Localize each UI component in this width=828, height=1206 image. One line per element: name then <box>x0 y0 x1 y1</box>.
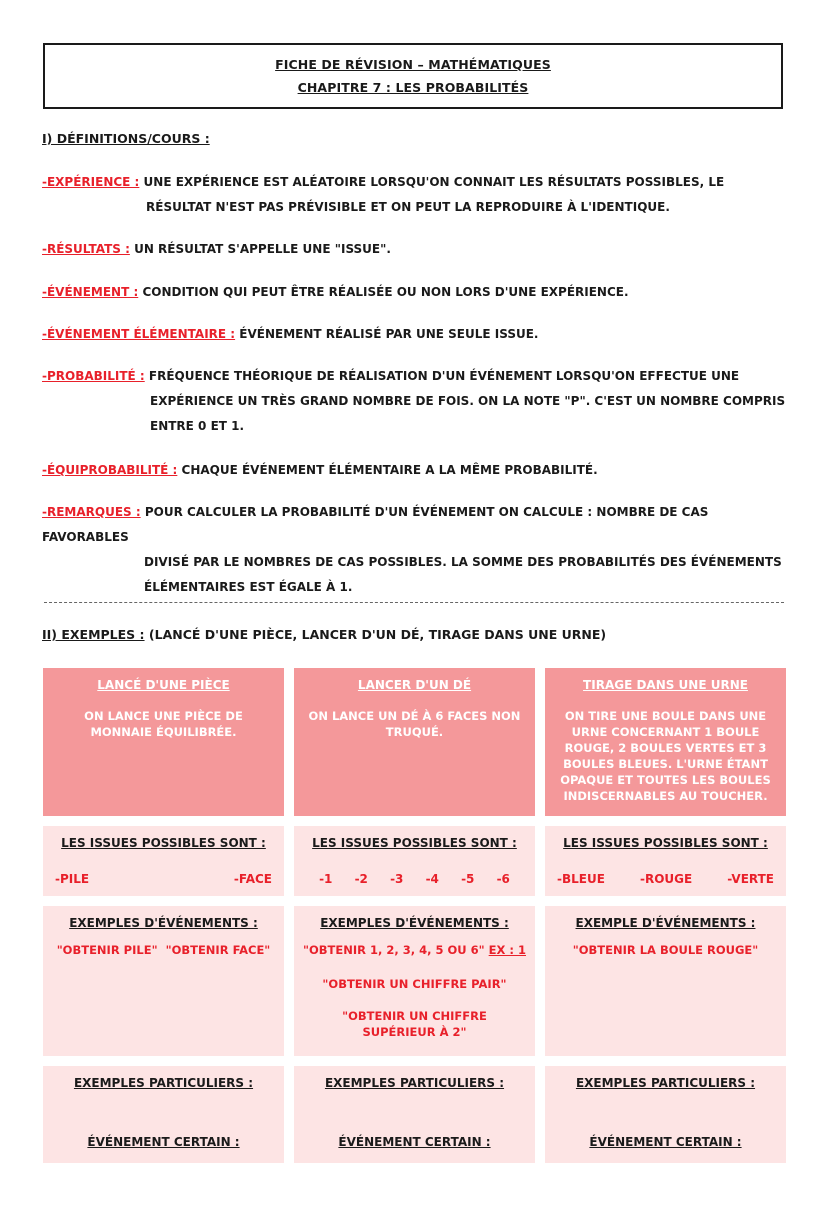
definition-text: CONDITION QUI PEUT ÊTRE RÉALISÉE OU NON LORS D'UNE EXPÉRIENCE. <box>142 285 629 299</box>
definition-term: -ÉQUIPROBABILITÉ : <box>42 463 178 477</box>
column-title: TIRAGE DANS UNE URNE <box>583 678 748 692</box>
title-box <box>43 43 783 109</box>
issues-urne <box>545 826 786 896</box>
issue-item: -4 <box>425 872 439 886</box>
definition-remarques <box>42 500 792 600</box>
special-title: EXEMPLES PARTICULIERS : <box>73 1076 254 1090</box>
issue-item: -2 <box>354 872 368 886</box>
column-head-urne <box>545 668 786 816</box>
issues-title: LES ISSUES POSSIBLES SONT : <box>312 836 517 850</box>
special-title: EXEMPLES PARTICULIERS : <box>324 1076 505 1090</box>
definition-text-cont: ENTRE 0 ET 1. <box>150 419 245 433</box>
definition-text-cont: EXPÉRIENCE UN TRÈS GRAND NOMBRE DE FOIS. ON LA NOTE "P". C'EST UN NOMBRE COMPRIS <box>150 394 786 408</box>
definition-text: UNE EXPÉRIENCE EST ALÉATOIRE LORSQU'ON CONNAIT LES RÉSULTATS POSSIBLES, LE <box>143 175 725 189</box>
definition-evenement-elementaire <box>42 322 792 347</box>
issue-item: -PILE <box>55 872 90 886</box>
section-1-title: I) DÉFINITIONS/COURS : <box>42 131 210 146</box>
definition-text-cont: DIVISÉ PAR LE NOMBRES DE CAS POSSIBLES. LA SOMME DES PROBABILITÉS DES ÉVÉNEMENTS <box>144 555 782 569</box>
definition-text: CHAQUE ÉVÉNEMENT ÉLÉMENTAIRE A LA MÊME PROBABILITÉ. <box>181 463 598 477</box>
issue-item: -ROUGE <box>640 872 693 886</box>
definition-text-cont: ÉLÉMENTAIRES EST ÉGALE À 1. <box>144 580 353 594</box>
events-piece <box>43 906 284 1056</box>
issues-title: LES ISSUES POSSIBLES SONT : <box>61 836 266 850</box>
definition-resultats <box>42 237 792 262</box>
definition-term: -RÉSULTATS : <box>42 242 130 256</box>
issue-item: -3 <box>390 872 404 886</box>
issue-item: -6 <box>496 872 510 886</box>
events-title: EXEMPLE D'ÉVÉNEMENTS : <box>575 916 756 930</box>
events-de <box>294 906 535 1056</box>
column-description: ON LANCE UN DÉ À 6 FACES NON TRUQUÉ. <box>308 709 521 739</box>
issue-item: -BLEUE <box>557 872 605 886</box>
definition-term: -EXPÉRIENCE : <box>42 175 140 189</box>
special-piece <box>43 1066 284 1163</box>
issue-item: -VERTE <box>727 872 774 886</box>
section-2-title <box>42 627 606 642</box>
section-2-label: II) EXEMPLES : <box>42 627 145 642</box>
events-urne <box>545 906 786 1056</box>
issues-de <box>294 826 535 896</box>
special-urne <box>545 1066 786 1163</box>
definition-term: -ÉVÉNEMENT ÉLÉMENTAIRE : <box>42 327 236 341</box>
event-example: "OBTENIR PILE" "OBTENIR FACE" <box>56 943 271 957</box>
special-de <box>294 1066 535 1163</box>
event-example: "OBTENIR LA BOULE ROUGE" <box>572 943 759 957</box>
event-example: "OBTENIR UN CHIFFRE SUPÉRIEUR À 2" <box>342 1009 487 1039</box>
issues-list <box>294 872 535 886</box>
events-title: EXEMPLES D'ÉVÉNEMENTS : <box>69 916 258 930</box>
definition-probabilite <box>42 364 792 439</box>
events-title: EXEMPLES D'ÉVÉNEMENTS : <box>320 916 509 930</box>
chapter-title: CHAPITRE 7 : LES PROBABILITÉS <box>297 80 529 95</box>
column-head-piece <box>43 668 284 816</box>
definition-text-cont: RÉSULTAT N'EST PAS PRÉVISIBLE ET ON PEUT LA REPRODUIRE À L'IDENTIQUE. <box>146 200 670 214</box>
definition-equiprobabilite <box>42 458 792 483</box>
column-description: ON LANCE UNE PIÈCE DE MONNAIE ÉQUILIBRÉE. <box>84 709 243 739</box>
definition-term: -PROBABILITÉ : <box>42 369 145 383</box>
certain-event-label: ÉVÉNEMENT CERTAIN : <box>589 1135 742 1149</box>
dashed-separator <box>44 602 784 603</box>
definition-term: -REMARQUES : <box>42 505 141 519</box>
column-head-de <box>294 668 535 816</box>
definition-evenement <box>42 280 792 305</box>
definition-text: POUR CALCULER LA PROBABILITÉ D'UN ÉVÉNEMENT ON CALCULE : NOMBRE DE CAS FAVORABLES <box>42 505 709 544</box>
issue-item: -1 <box>319 872 333 886</box>
section-2-subtitle: (LANCÉ D'UNE PIÈCE, LANCER D'UN DÉ, TIRAGE DANS UNE URNE) <box>148 627 607 642</box>
definition-text: FRÉQUENCE THÉORIQUE DE RÉALISATION D'UN ÉVÉNEMENT LORSQU'ON EFFECTUE UNE <box>148 369 740 383</box>
definition-text: UN RÉSULTAT S'APPELLE UNE "ISSUE". <box>134 242 391 256</box>
event-example: "OBTENIR UN CHIFFRE PAIR" <box>322 977 507 991</box>
issues-title: LES ISSUES POSSIBLES SONT : <box>563 836 768 850</box>
issues-list <box>545 872 786 886</box>
issues-list <box>43 872 284 886</box>
certain-event-label: ÉVÉNEMENT CERTAIN : <box>338 1135 491 1149</box>
issue-item: -5 <box>461 872 475 886</box>
column-title: LANCÉ D'UNE PIÈCE <box>97 678 230 692</box>
definition-experience <box>42 170 792 220</box>
definition-term: -ÉVÉNEMENT : <box>42 285 139 299</box>
issues-piece <box>43 826 284 896</box>
sheet-title: FICHE DE RÉVISION – MATHÉMATIQUES <box>275 57 551 72</box>
event-example <box>294 942 535 958</box>
column-title: LANCER D'UN DÉ <box>357 678 472 692</box>
column-description: ON TIRE UNE BOULE DANS UNE URNE CONCERNANT 1 BOULE ROUGE, 2 BOULES VERTES ET 3 BOULES BLEUES. L'URNE ÉTANT OPAQUE ET TOUTES LES BOULES INDISCERNABLES AU TOUCHER. <box>560 709 771 803</box>
event-ex-label: EX : 1 <box>488 943 526 957</box>
certain-event-label: ÉVÉNEMENT CERTAIN : <box>87 1135 240 1149</box>
special-title: EXEMPLES PARTICULIERS : <box>575 1076 756 1090</box>
issue-item: -FACE <box>233 872 272 886</box>
definition-text: ÉVÉNEMENT RÉALISÉ PAR UNE SEULE ISSUE. <box>239 327 539 341</box>
event-text: "OBTENIR 1, 2, 3, 4, 5 OU 6" <box>303 943 485 957</box>
